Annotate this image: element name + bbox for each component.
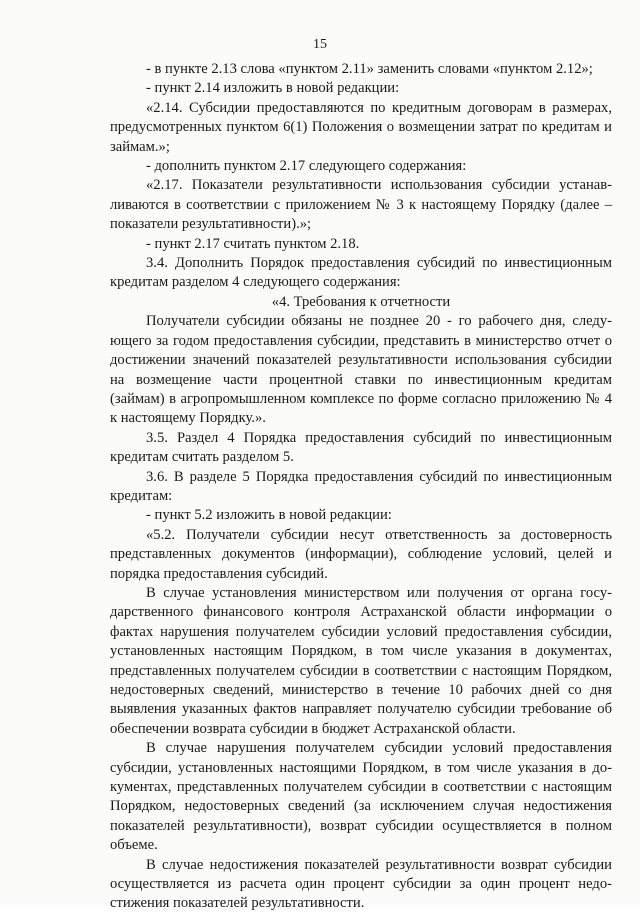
paragraph: - пункт 2.14 изложить в новой редакции: (146, 80, 400, 97)
paragraph: «2.14. Субсидии предоставляются по кредитным договорам в размерах, предусмотренных пунктом 6(1) Положения о возмещении затрат по кредитам и займам.»; (110, 99, 612, 155)
paragraph: - пункт 2.17 считать пунктом 2.18. (146, 235, 360, 252)
document-body (110, 60, 612, 914)
paragraph: В случае нарушения получателем субсидии условий предоставления субсидии, установленных настоящими Порядком, в том числе указания в документах, представленных получателем субсидии в соответствии с настоящим Порядком, недостоверных сведений (за исключением случая недостижения показателей результативности), возврат субсидии осуществляется в полном объеме. (110, 740, 612, 854)
paragraph: - пункт 5.2 изложить в новой редакции: (146, 507, 392, 524)
paragraph: 3.4. Дополнить Порядок предоставления субсидий по инвестиционным кредитам разделом 4 следующего содержания: (110, 255, 612, 291)
paragraph: 3.6. В разделе 5 Порядка предоставления субсидий по инвестиционным кредитам: (110, 468, 612, 504)
section-heading: «4. Требования к отчетности (271, 293, 451, 310)
paragraph: 3.5. Раздел 4 Порядка предоставления субсидий по инвестиционным кредитам считать разделом 5. (110, 429, 612, 466)
paragraph: В случае установления министерством или получения от органа государственного финансового контроля Астраханской области информации о фактах нарушения получателем субсидии условий предоставления субсидии, установленных настоящим Порядком, в том числе указания в документах, представленных получателем субсидии в соответствии с настоящим Порядком, недостоверных сведений, министерство в течение 10 рабочих дней со дня выявления указанных фактов направляет получателю субсидии требование об обеспечении возврата субсидии в бюджет Астраханской области. (110, 584, 612, 737)
page-number: 15 (313, 37, 327, 52)
paragraph: - в пункте 2.13 слова «пунктом 2.11» заменить словами «пунктом 2.12»; (146, 61, 593, 77)
paragraph: «2.17. Показатели результативности использования субсидии устанавливаются в соответствии с приложением № 3 к настоящему Порядку (далее – показатели результативности).»; (110, 177, 612, 233)
paragraph: «5.2. Получатели субсидии несут ответственность за достоверность представленных документов (информации), соблюдение условий, целей и порядка предоставления субсидий. (110, 526, 612, 582)
paragraph: В случае недостижения показателей результативности возврат субсидии осуществляется из расчета один процент субсидии за один процент недостижения показателей результативности. (110, 856, 612, 912)
paragraph: Получатели субсидии обязаны не позднее 20 - го рабочего дня, следующего за годом предоставления субсидии, представить в министерство отчет о достижении значений показателей результативности использования субсидии на возмещение части процентной ставки по инвестиционным кредитам (займам) в агропромышленном комплексе по форме согласно приложению № 4 к настоящему Порядку.». (110, 313, 612, 427)
paragraph: - дополнить пунктом 2.17 следующего содержания: (146, 158, 467, 175)
